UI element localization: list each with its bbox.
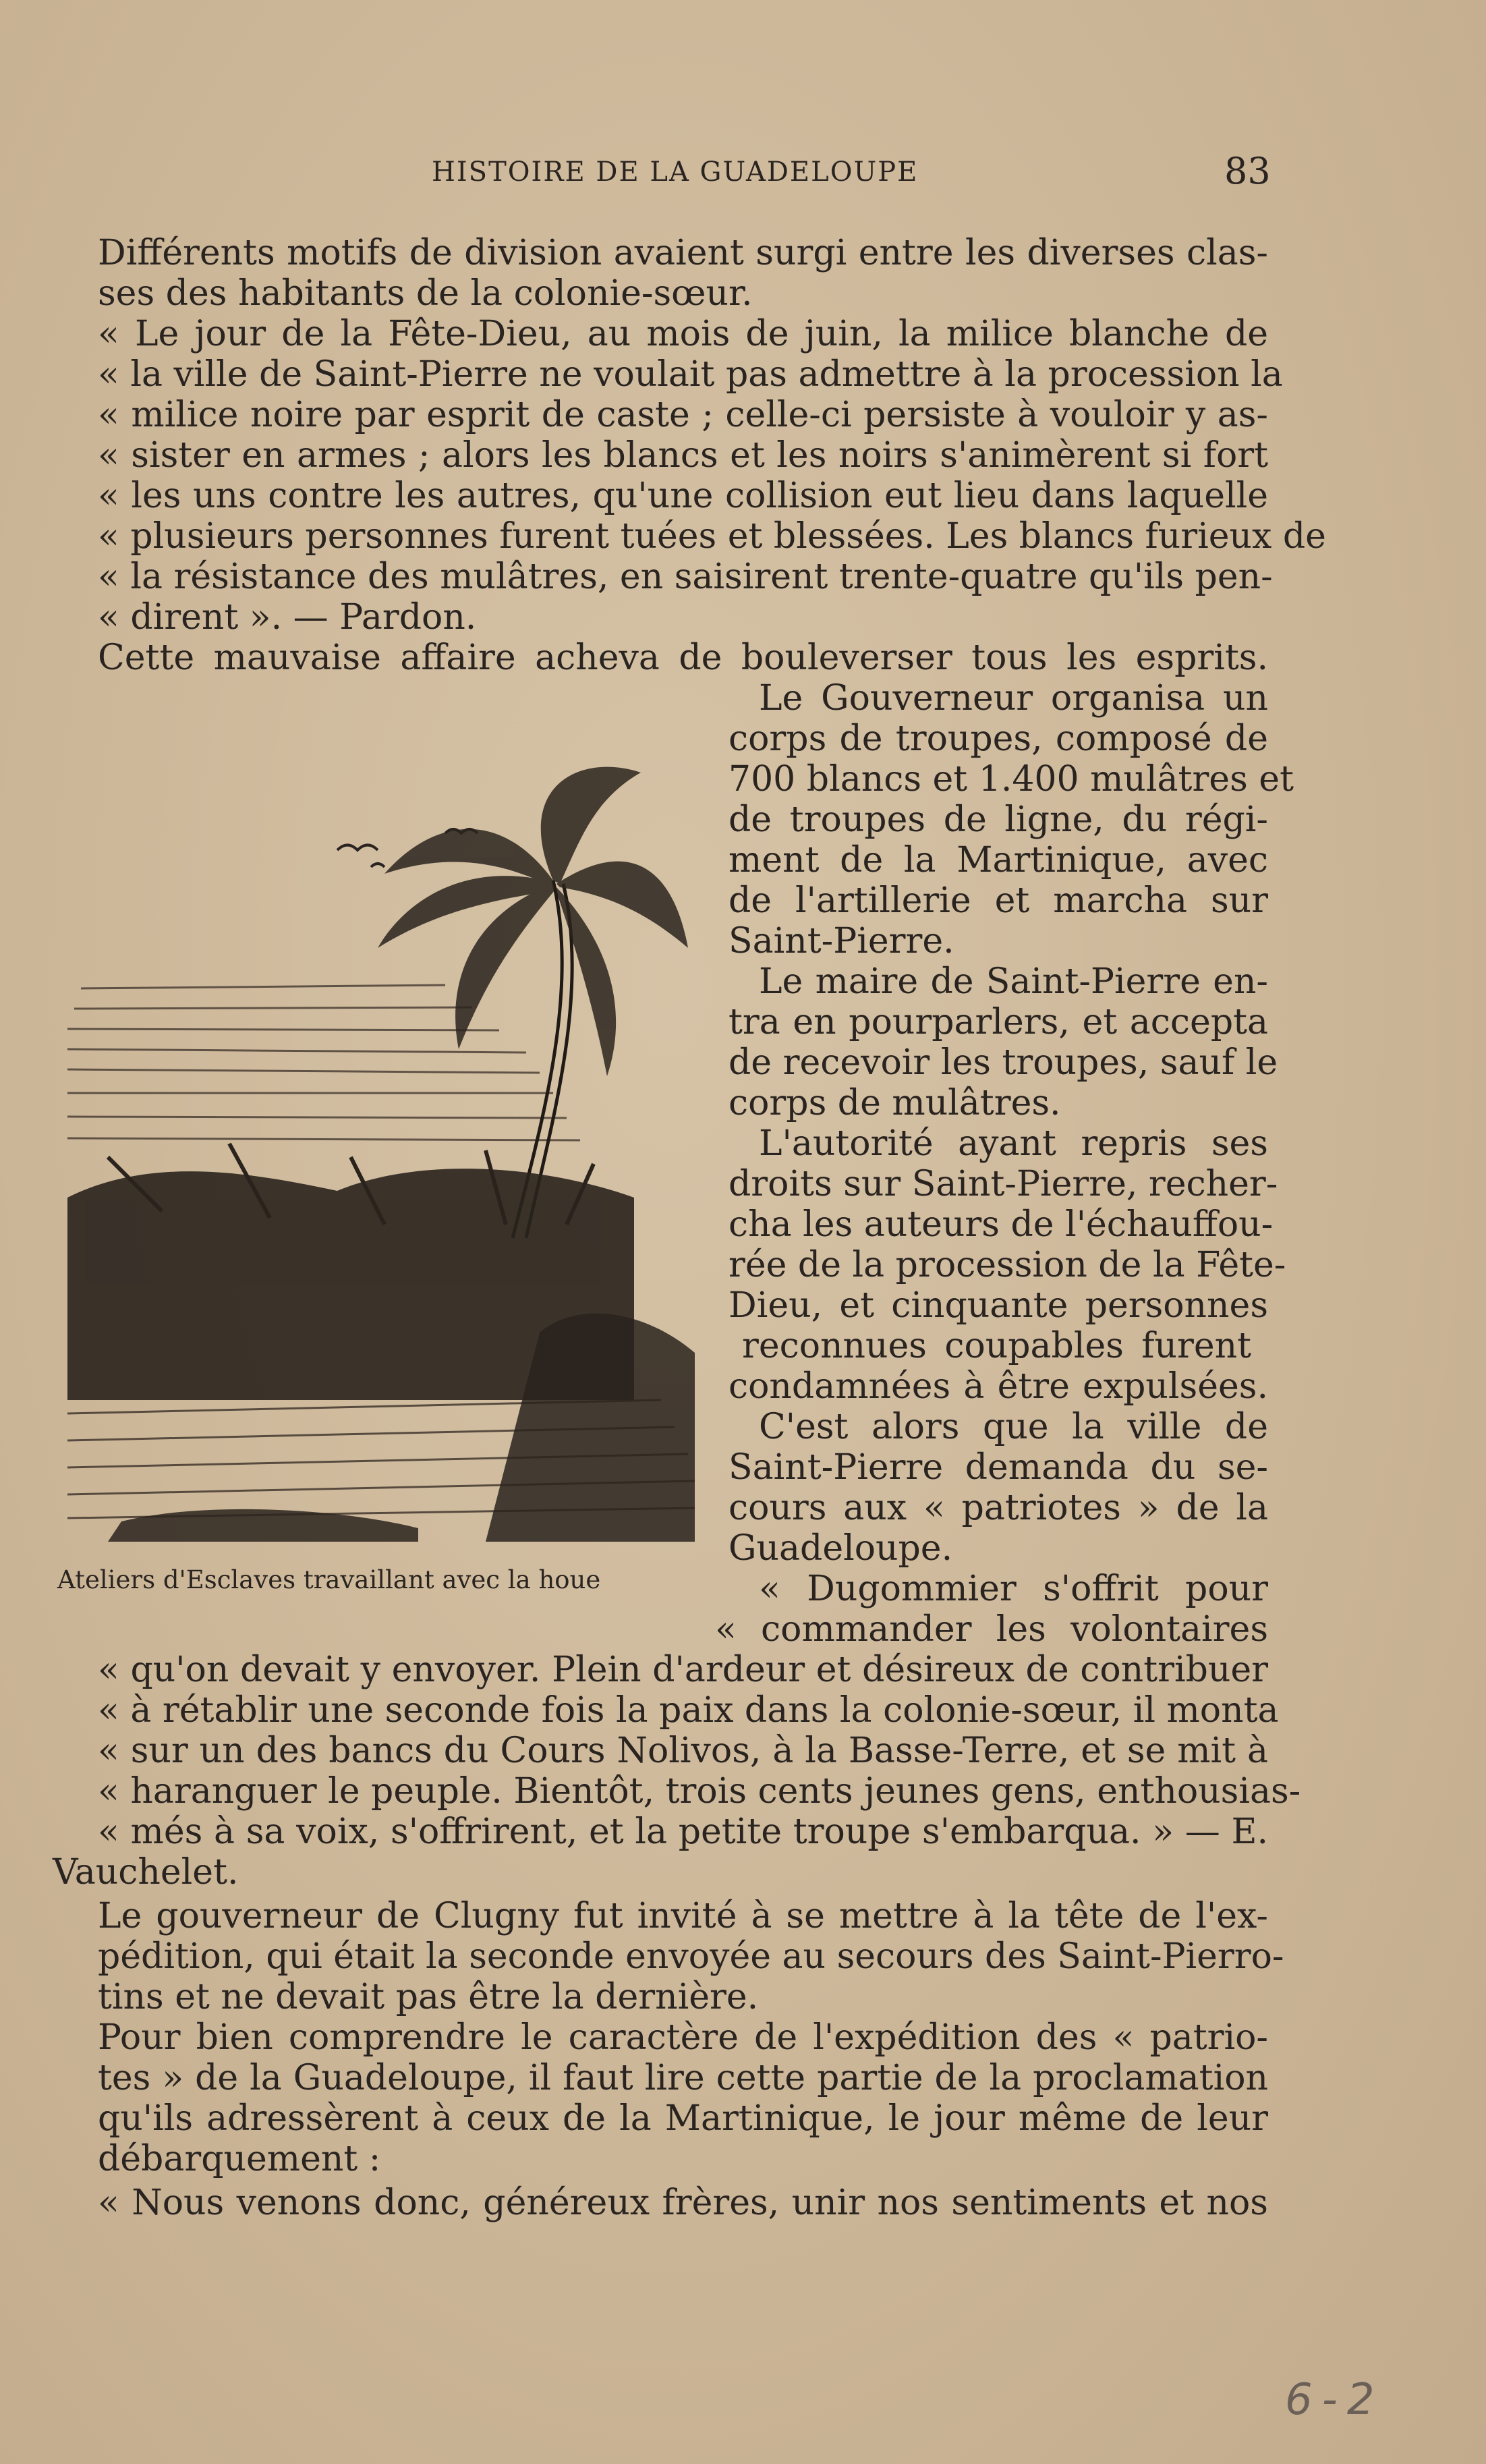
text-line: Pour bien comprendre le caractère de l'expédition des « patrio- [98, 2017, 1268, 2058]
text-line: Saint-Pierre demanda du se- [728, 1447, 1268, 1488]
running-title: HISTOIRE DE LA GUADELOUPE [432, 157, 919, 188]
text-line: de l'artillerie et marcha sur [728, 880, 1268, 921]
text-line: pédition, qui était la seconde envoyée au secours des Saint-Pierro- [98, 1936, 1284, 1977]
text-line: droits sur Saint-Pierre, recher- [728, 1164, 1278, 1204]
text-line: 700 blancs et 1.400 mulâtres et [728, 759, 1294, 800]
text-line: corps de mulâtres. [728, 1083, 1061, 1123]
page-number: 83 [1224, 150, 1271, 192]
text-line: « la résistance des mulâtres, en saisirent trente-quatre qu'ils pen- [98, 557, 1273, 597]
text-line: tes » de la Guadeloupe, il faut lire cette partie de la proclamation [98, 2058, 1268, 2098]
text-line: Saint-Pierre. [728, 921, 954, 961]
text-line: cours aux « patriotes » de la [728, 1488, 1268, 1528]
text-line: « la ville de Saint-Pierre ne voulait pas admettre à la procession la [98, 354, 1283, 395]
text-line: débarquement : [98, 2139, 381, 2179]
text-line: Dieu, et cinquante personnes [728, 1285, 1268, 1326]
text-line: « més à sa voix, s'offrirent, et la petite troupe s'embarqua. » — E. [98, 1812, 1268, 1852]
text-line: de recevoir les troupes, sauf le [728, 1042, 1278, 1083]
text-line: Vauchelet. [53, 1852, 239, 1893]
text-line: corps de troupes, composé de [728, 719, 1268, 759]
text-line: « haranguer le peuple. Bientôt, trois cents jeunes gens, enthousias- [98, 1771, 1301, 1812]
text-line: Guadeloupe. [728, 1528, 953, 1569]
text-line: Le gouverneur de Clugny fut invité à se mettre à la tête de l'ex- [98, 1896, 1268, 1936]
text-line: « les uns contre les autres, qu'une collision eut lieu dans laquelle [98, 476, 1268, 516]
text-line: « Dugommier s'offrit pour [759, 1569, 1268, 1609]
text-line: « Le jour de la Fête-Dieu, au mois de juin, la milice blanche de [98, 314, 1268, 354]
text-line: L'autorité ayant repris ses [759, 1123, 1268, 1164]
text-line: Différents motifs de division avaient surgi entre les diverses clas- [98, 233, 1268, 273]
engraving-illustration [67, 725, 695, 1542]
text-line: cha les auteurs de l'échauffou- [728, 1204, 1274, 1245]
text-line: tins et ne devait pas être la dernière. [98, 1977, 759, 2017]
text-line: « dirent ». — Pardon. [98, 597, 477, 638]
text-line: rée de la procession de la Fête- [728, 1245, 1286, 1285]
text-line: « sur un des bancs du Cours Nolivos, à la Basse-Terre, et se mit à [98, 1731, 1268, 1771]
text-line: ment de la Martinique, avec [728, 840, 1268, 880]
text-line: de troupes de ligne, du régi- [728, 800, 1268, 840]
text-line: C'est alors que la ville de [759, 1407, 1268, 1447]
text-line: « commander les volontaires [715, 1609, 1268, 1650]
text-line: condamnées à être expulsées. [728, 1366, 1268, 1407]
handwritten-note: 6-2 [1285, 2375, 1384, 2425]
text-line: ses des habitants de la colonie-sœur. [98, 273, 753, 314]
text-line: Le Gouverneur organisa un [759, 678, 1268, 719]
text-line: « à rétablir une seconde fois la paix dans la colonie-sœur, il monta [98, 1690, 1279, 1731]
text-line: « qu'on devait y envoyer. Plein d'ardeur et désireux de contribuer [98, 1650, 1268, 1690]
text-line: reconnues coupables furent [742, 1326, 1251, 1366]
text-line: « sister en armes ; alors les blancs et les noirs s'animèrent si fort [98, 435, 1268, 476]
text-line: qu'ils adressèrent à ceux de la Martinique, le jour même de leur [98, 2098, 1268, 2139]
text-line: Cette mauvaise affaire acheva de bouleverser tous les esprits. [98, 638, 1268, 678]
text-line: « plusieurs personnes furent tuées et blessées. Les blancs furieux de [98, 516, 1326, 557]
text-line: « milice noire par esprit de caste ; celle-ci persiste à vouloir y as- [98, 395, 1268, 435]
text-line: Le maire de Saint-Pierre en- [759, 961, 1268, 1002]
figure-caption: Ateliers d'Esclaves travaillant avec la houe [57, 1565, 601, 1594]
text-line: « Nous venons donc, généreux frères, unir nos sentiments et nos [98, 2183, 1268, 2223]
text-line: tra en pourparlers, et accepta [728, 1002, 1268, 1042]
